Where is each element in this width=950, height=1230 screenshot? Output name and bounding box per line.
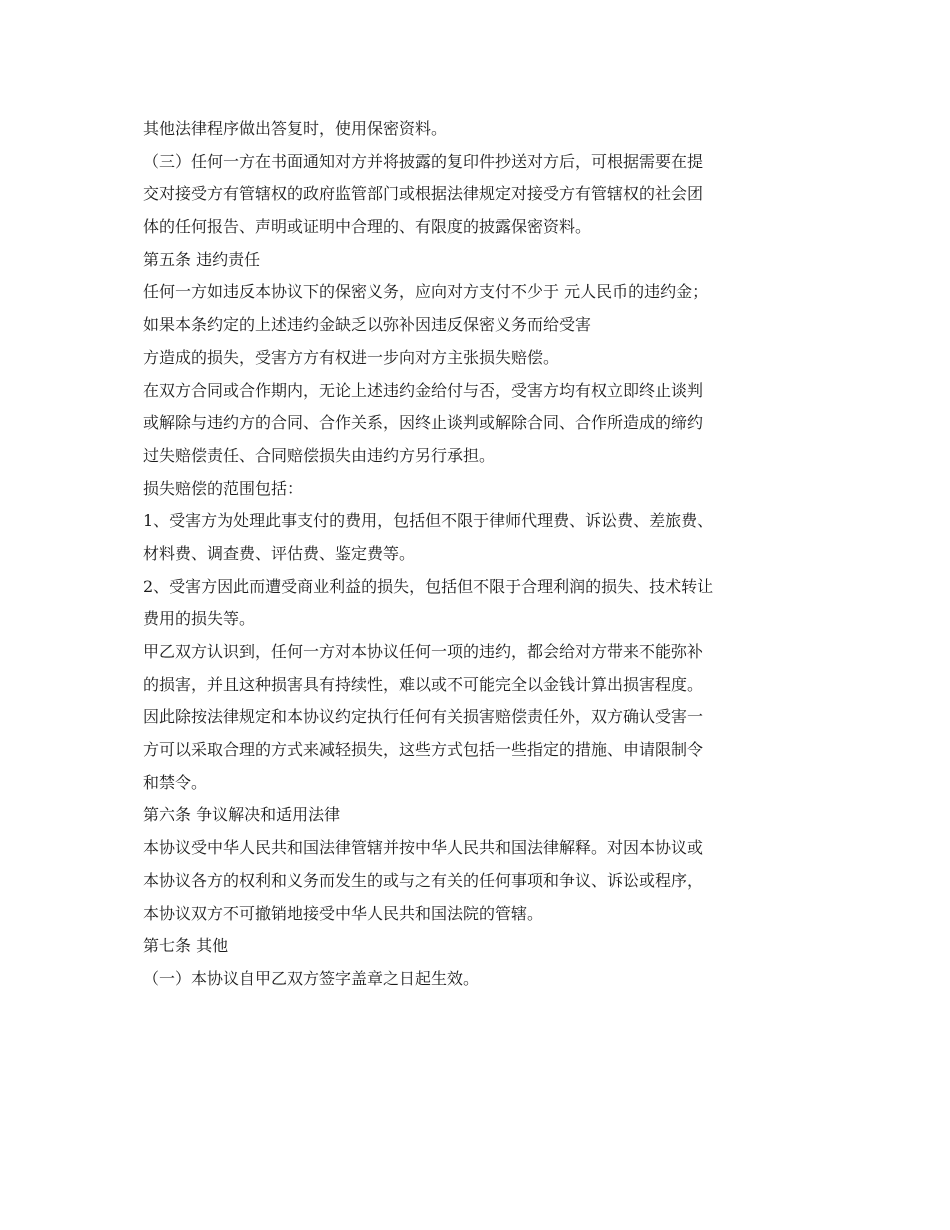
section-heading: 第五条 违约责任 — [143, 249, 261, 269]
text-line: 其他法律程序做出答复时，使用保密资料。 — [143, 119, 448, 138]
text-line: 的损害，并且这种损害具有持续性，难以或不可能完全以金钱计算出损害程度。 — [143, 674, 704, 694]
text-line: 本协议各方的权利和义务而发生的或与之有关的任何事项和争议、诉讼或程序， — [143, 870, 704, 890]
text-line: 方造成的损失，受害方方有权进一步向对方主张损失赔偿。 — [143, 347, 560, 367]
section-heading: 第七条 其他 — [143, 936, 229, 956]
list-item: 2、受害方因此而遭受商业利益的损失，包括但不限于合理利润的损失、技术转让 — [143, 576, 714, 596]
text-line: 损失赔偿的范围包括： — [143, 478, 304, 498]
text-line: 本协议双方不可撤销地接受中华人民共和国法院的管辖。 — [143, 903, 544, 923]
list-item: 1、受害方为处理此事支付的费用，包括但不限于律师代理费、诉讼费、差旅费、 — [143, 511, 714, 531]
text-line: 过失赔偿责任、合同赔偿损失由违约方另行承担。 — [143, 445, 496, 465]
text-line: 材料费、调查费、评估费、鉴定费等。 — [143, 543, 416, 563]
text-line: 体的任何报告、声明或证明中合理的、有限度的披露保密资料。 — [143, 217, 592, 237]
text-line: 交对接受方有管辖权的政府监管部门或根据法律规定对接受方有管辖权的社会团 — [143, 184, 704, 204]
text-line: 在双方合同或合作期内，无论上述违约金给付与否，受害方均有权立即终止谈判 — [143, 380, 704, 400]
text-line: 因此除按法律规定和本协议约定执行任何有关损害赔偿责任外，双方确认受害一 — [143, 707, 704, 727]
text-line: 和禁令。 — [143, 772, 208, 792]
document-body — [143, 113, 813, 996]
section-heading: 第六条 争议解决和适用法律 — [143, 805, 341, 825]
text-line: 如果本条约定的上述违约金缺乏以弥补因违反保密义务而给受害 — [143, 315, 592, 335]
text-line: （一）本协议自甲乙双方签字盖章之日起生效。 — [143, 968, 480, 988]
text-line: 任何一方如违反本协议下的保密义务，应向对方支付不少于 元人民币的违约金； — [143, 282, 709, 302]
text-line: 甲乙双方认识到，任何一方对本协议任何一项的违约，都会给对方带来不能弥补 — [143, 642, 704, 661]
text-line: 费用的损失等。 — [143, 609, 256, 629]
text-line: 方可以采取合理的方式来减轻损失，这些方式包括一些指定的措施、申请限制令 — [143, 740, 704, 760]
text-line: 或解除与违约方的合同、合作关系，因终止谈判或解除合同、合作所造成的缔约 — [143, 413, 704, 433]
text-line: 本协议受中华人民共和国法律管辖并按中华人民共和国法律解释。对因本协议或 — [143, 838, 704, 858]
text-line: （三）任何一方在书面通知对方并将披露的复印件抄送对方后，可根据需要在提 — [143, 151, 704, 171]
